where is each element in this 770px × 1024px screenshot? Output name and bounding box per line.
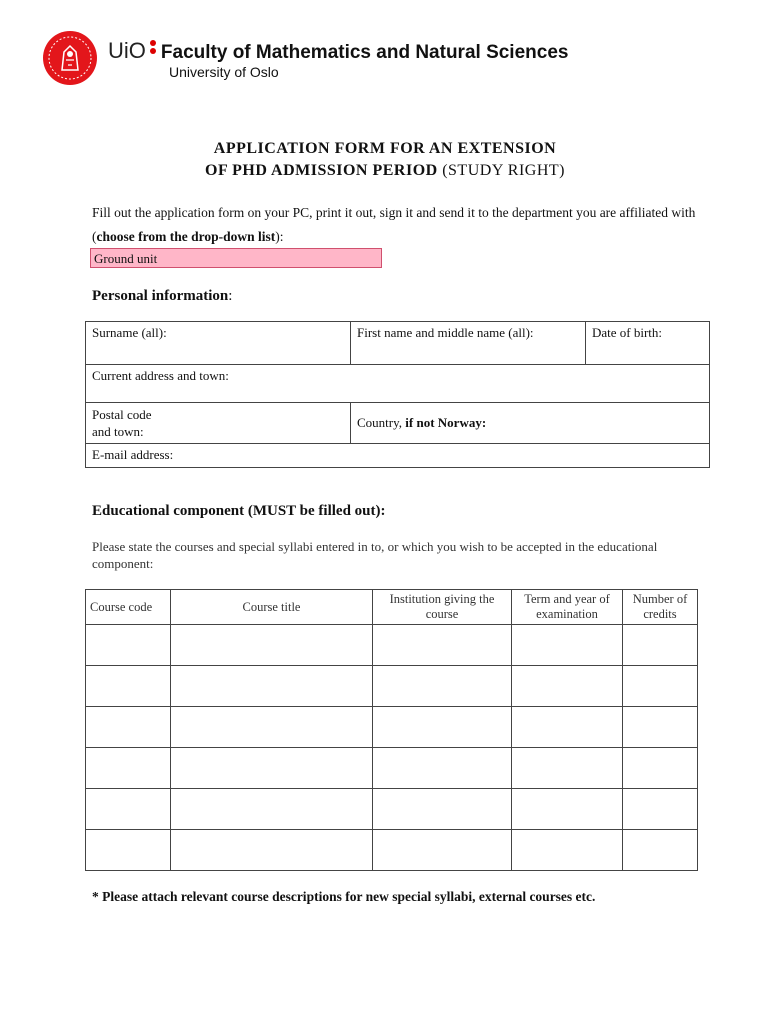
course-code-cell[interactable] [86,789,171,830]
country-label: Country, [357,415,406,430]
title-line-1: APPLICATION FORM FOR AN EXTENSION [213,140,557,157]
institution-cell[interactable] [373,666,512,707]
table-row [86,748,698,789]
table-row [86,625,698,666]
institution-cell[interactable] [373,789,512,830]
course-title-cell[interactable] [171,666,373,707]
institution-cell[interactable] [373,707,512,748]
university-name: University of Oslo [169,64,279,80]
uio-logotype: UiO [108,38,146,63]
country-label-bold: if not Norway: [405,415,487,430]
credits-cell[interactable] [623,625,698,666]
credits-cell[interactable] [623,707,698,748]
table-row [86,666,698,707]
course-title-cell[interactable] [171,830,373,871]
institution-cell[interactable] [373,625,512,666]
university-seal-logo [42,30,98,86]
country-field[interactable] [351,403,710,444]
course-rows [86,625,698,871]
title-line-2-paren: (STUDY RIGHT) [442,162,565,179]
course-title-cell[interactable] [171,789,373,830]
course-code-cell[interactable] [86,830,171,871]
credits-cell[interactable] [623,748,698,789]
course-title-cell[interactable] [171,625,373,666]
table-row [86,789,698,830]
brand-line [108,38,568,64]
course-title-cell[interactable] [171,748,373,789]
footnote: * Please attach relevant course descriptions for new special syllabi, external courses etc. [92,889,596,904]
faculty-name: Faculty of Mathematics and Natural Sciences [160,42,569,63]
instructions-end: ): [275,229,284,244]
col-course-title: Course title [171,590,373,625]
postal-label-1: Postal code [92,407,152,422]
term-year-cell[interactable] [512,789,623,830]
instructions-start: Fill out the application form on your PC, print it out, sign it and send it to the department you are affiliated with ( [92,205,696,244]
courses-table [85,589,698,871]
title-line-2 [0,160,770,182]
postal-label-2: and town: [92,424,144,439]
date-of-birth-field[interactable]: Date of birth: [586,322,710,365]
form-title [0,138,770,182]
credits-cell[interactable] [623,830,698,871]
course-code-cell[interactable] [86,625,171,666]
course-code-cell[interactable] [86,748,171,789]
term-year-cell[interactable] [512,830,623,871]
personal-info-table [85,321,710,468]
table-row [86,830,698,871]
credits-cell[interactable] [623,789,698,830]
credits-cell[interactable] [623,666,698,707]
institution-cell[interactable] [373,830,512,871]
address-field[interactable]: Current address and town: [86,365,710,403]
personal-heading-colon: : [228,288,233,304]
page-header [42,26,742,86]
email-field[interactable]: E-mail address: [86,444,710,468]
education-note: Please state the courses and special syllabi entered in to, or which you wish to be accepted in the educational component: [92,539,658,571]
instructions-bold: choose from the drop-down list [96,229,276,244]
term-year-cell[interactable] [512,748,623,789]
col-credits: Number of credits [623,590,698,625]
personal-info-heading [92,288,232,305]
title-line-2-main: OF PHD ADMISSION PERIOD [205,162,438,179]
surname-field[interactable]: Surname (all): [86,322,351,365]
colon-mark-icon [150,38,157,56]
term-year-cell[interactable] [512,707,623,748]
first-name-field[interactable]: First name and middle name (all): [351,322,586,365]
col-course-code: Course code [86,590,171,625]
table-row [86,707,698,748]
course-code-cell[interactable] [86,707,171,748]
institution-cell[interactable] [373,748,512,789]
education-heading: Educational component (MUST be filled out): [92,503,386,519]
postal-code-field[interactable] [86,403,351,444]
department-dropdown[interactable]: Ground unit [90,248,382,268]
term-year-cell[interactable] [512,625,623,666]
personal-heading-text: Personal information [92,288,229,304]
col-term-year: Term and year of examination [512,590,623,625]
term-year-cell[interactable] [512,666,623,707]
course-code-cell[interactable] [86,666,171,707]
instructions-text [92,201,712,249]
col-institution: Institution giving the course [373,590,512,625]
course-title-cell[interactable] [171,707,373,748]
